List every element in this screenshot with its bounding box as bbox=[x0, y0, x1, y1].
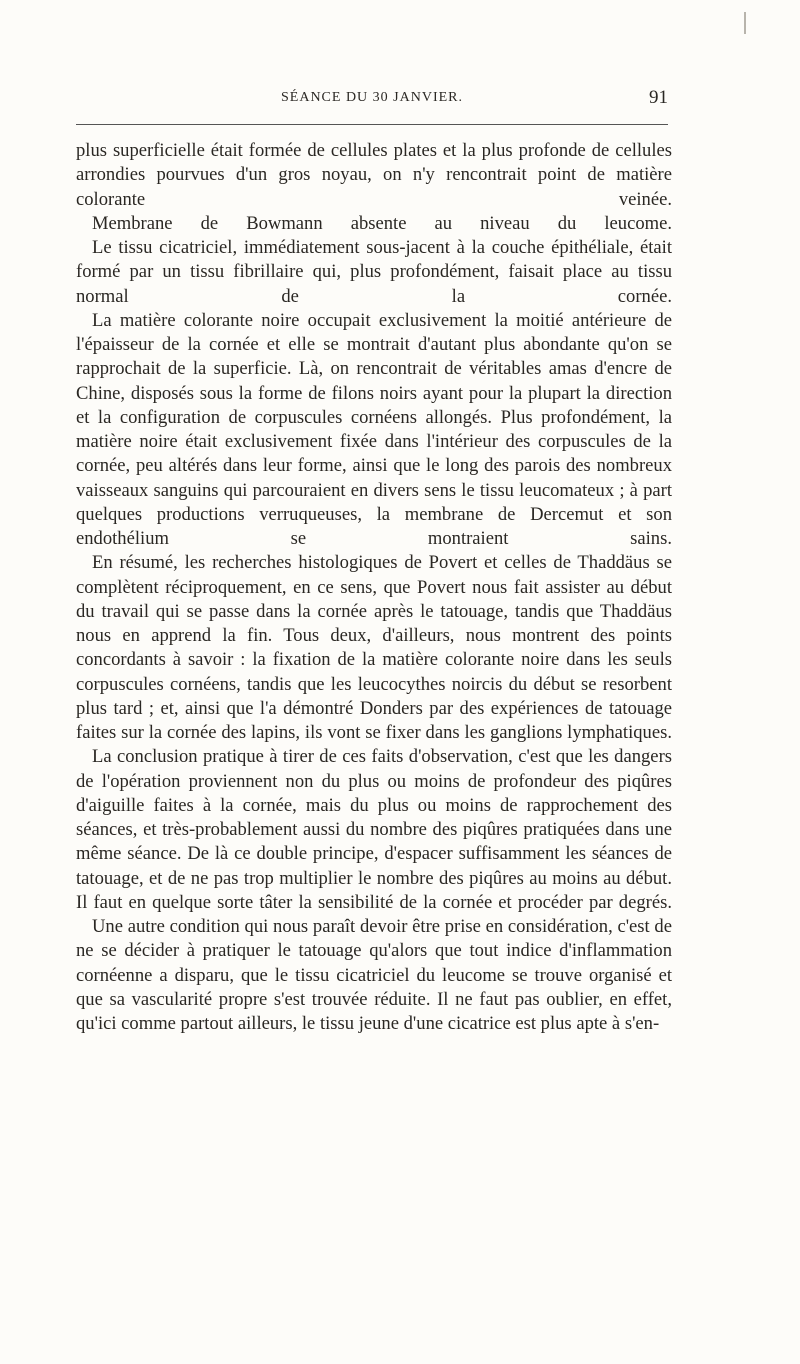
paragraph-6: La conclusion pratique à tirer de ces faits d'observation, c'est que les dangers de l'opération proviennent non du plus ou moins de profondeur des piqûres d'aiguille faites à la cornée, mais du plus ou moins de rapprochement des séances, et très-probablement aussi du nombre des piqûres pratiquées dans une même séance. De là ce double principe, d'espacer suffisamment les séances de tatouage, et de ne pas trop multiplier le nombre des piqûres au moins au début. Il faut en quelque sorte tâter la sensibilité de la cornée et procéder par degrés. bbox=[76, 746, 672, 913]
paragraph-3: Le tissu cicatriciel, immédiatement sous-jacent à la couche épithéliale, était formé par un tissu fibrillaire qui, plus profondément, faisait place au tissu normal de la cornée. bbox=[76, 237, 672, 307]
paragraph-4: La matière colorante noire occupait exclusivement la moitié antérieure de l'épaisseur de la cornée et elle se montrait d'autant plus abondante qu'on se rapprochait de la superficie. Là, on rencontrait de véritables amas d'encre de Chine, disposés sous la forme de filons noirs ayant pour la plupart la direction et la configuration de corpuscules cornéens allongés. Plus profondément, la matière noire était exclusivement fixée dans l'intérieur des corpuscules de la cornée, peu altérés dans leur forme, ainsi que le long des parois des nombreux vaisseaux sanguins qui parcouraient en divers sens le tissu leucomateux ; à part quelques productions verruqueuses, la membrane de Dercemut et son endothélium se montraient sains. bbox=[76, 309, 672, 549]
paragraph-7: Une autre condition qui nous paraît devoir être prise en considération, c'est de ne se décider à pratiquer le tatouage qu'alors que tout indice d'inflammation cornéenne a disparu, que le tissu cicatriciel du leucome se trouve organisé et que sa vascularité propre s'est trouvée réduite. Il ne faut pas oublier, en effet, qu'ici comme partout ailleurs, le tissu jeune d'une cicatrice est plus apte à s'en- bbox=[76, 916, 672, 1034]
body-text bbox=[76, 139, 672, 1036]
paragraph-1: plus superficielle était formée de cellules plates et la plus profonde de cellules arrondies pourvues d'un gros noyau, on n'y rencontrait point de matière colorante veinée. bbox=[76, 140, 672, 210]
paragraph-2: Membrane de Bowmann absente au niveau du leucome. bbox=[92, 212, 672, 234]
page-header bbox=[76, 87, 668, 114]
header-rule bbox=[76, 124, 668, 125]
margin-mark bbox=[744, 12, 746, 34]
paragraph-5: En résumé, les recherches histologiques de Povert et celles de Thaddäus se complètent réciproquement, en ce sens, que Povert nous fait assister au début du travail qui se passe dans la cornée après le tatouage, tandis que Thaddäus nous en apprend la fin. Tous deux, d'ailleurs, nous montrent des points concordants à savoir : la fixation de la matière colorante noire dans les seuls corpuscules cornéens, tandis que les leucocythes noircis du début se resorbent plus tard ; et, ainsi que l'a démontré Donders par des expériences de tatouage faites sur la cornée des lapins, ils vont se fixer dans les ganglions lymphatiques. bbox=[76, 552, 672, 743]
page-number: 91 bbox=[649, 87, 668, 108]
running-title: SÉANCE DU 30 JANVIER. bbox=[281, 90, 463, 105]
